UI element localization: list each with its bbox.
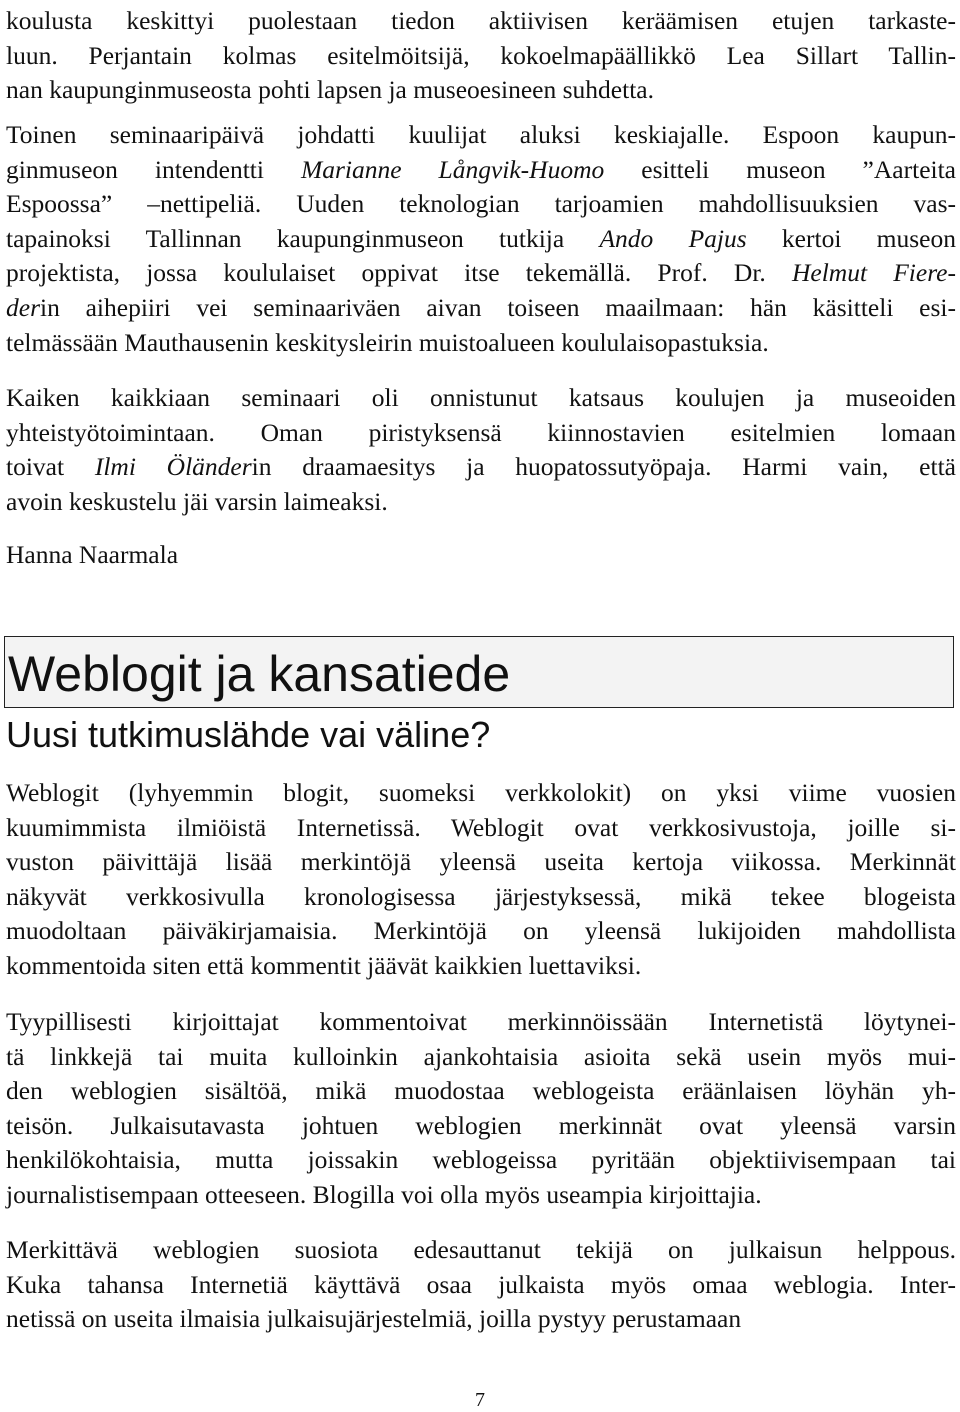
text-line: telmässään Mauthausenin keskitysleirin muistoalueen koululaisopastuksia. (6, 327, 769, 357)
text-line: netissä on useita ilmaisia julkaisujärjestelmiä, joilla pystyy perustamaan (6, 1304, 742, 1334)
text-line: avoin keskustelu jäi varsin laimeaksi. (6, 486, 388, 516)
text-line (6, 291, 956, 326)
text-line: Toinen seminaaripäivä johdatti kuulijat aluksi keskiajalle. Espoon kaupun- (6, 120, 956, 149)
person-name: Ilmi Öländer (94, 452, 252, 482)
text-line: henkilökohtaisia, mutta joissakin weblogeissa pyritään objektiivisempaan tai (6, 1145, 956, 1175)
person-name: Marianne Långvik-Huomo (300, 154, 605, 184)
text-line: Weblogit (lyhyemmin blogit, suomeksi verkkolokit) on yksi viime vuosien (6, 778, 956, 807)
article-subtitle: Uusi tutkimuslähde vai väline? (6, 714, 491, 755)
text-line: nan kaupunginmuseosta pohti lapsen ja museoesineen suhdetta. (6, 75, 654, 105)
text-segment: toivat (6, 452, 95, 482)
text-segment: in draamaesitys ja huopatossutyöpaja. Harmi vain, että (251, 452, 956, 482)
text-line (6, 222, 956, 257)
page-number: 7 (475, 1389, 485, 1411)
text-line: Kuka tahansa Internetiä käyttävä osaa julkaista myös omaa weblogia. Inter- (6, 1269, 956, 1299)
text-line (6, 450, 956, 485)
text-line: koulusta keskittyi puolestaan tiedon aktiivisen keräämisen etujen tarkaste- (6, 6, 956, 35)
text-segment: projektista, jossa koululaiset oppivat itse tekemällä. Prof. Dr. (6, 258, 792, 288)
text-line: Kaiken kaikkiaan seminaari oli onnistunut katsaus koulujen ja museoiden (6, 383, 956, 412)
text-line: Tyypillisesti kirjoittajat kommentoivat merkinnöissään Internetistä löytynei- (6, 1007, 956, 1036)
text-line: teisön. Julkaisutavasta johtuen weblogien merkinnät ovat yleensä varsin (6, 1110, 956, 1140)
text-line: luun. Perjantain kolmas esitelmöitsijä, kokoelmapäällikkö Lea Sillart Tallin- (6, 40, 956, 70)
text-segment: esitteli museon ”Aarteita (604, 154, 956, 184)
person-name: Helmut Fiere- (791, 258, 956, 288)
text-segment: in aihepiiri vei seminaariväen aivan toiseen maailmaan: hän käsitteli esi- (40, 292, 956, 322)
seminar-paragraph-2 (6, 118, 956, 360)
text-segment: ginmuseon intendentti (6, 154, 301, 184)
text-line: kuumimmista ilmiöistä Internetissä. Weblogit ovat verkkosivustoja, joille si- (6, 812, 956, 842)
article-title: Weblogit ja kansatiede (8, 646, 511, 702)
text-line: Merkittävä weblogien suosiota edesauttanut tekijä on julkaisun helppous. (6, 1235, 956, 1264)
person-name: der (6, 292, 40, 322)
text-line: yhteistyötoimintaan. Oman piristyksensä kiinnostavien esitelmien lomaan (6, 417, 956, 447)
text-line (6, 256, 956, 291)
person-name: Ando Pajus (599, 223, 747, 253)
weblog-paragraph-1 (6, 776, 956, 984)
text-line: näkyvät verkkosivulla kronologisessa järjestyksessä, mikä tekee blogeista (6, 881, 956, 911)
text-line (6, 153, 956, 188)
text-segment: tapainoksi Tallinnan kaupunginmuseon tutkija (6, 223, 600, 253)
text-segment: kertoi museon (746, 223, 956, 253)
text-line: tä linkkejä tai muita kulloinkin ajankohtaisia asioita sekä usein myös mui- (6, 1041, 956, 1071)
text-line: muodoltaan päiväkirjamaisia. Merkintöjä on yleensä lukijoiden mahdollista (6, 916, 956, 946)
weblog-paragraph-3 (6, 1233, 956, 1337)
author-signature: Hanna Naarmala (6, 540, 179, 569)
weblog-paragraph-2 (6, 1005, 956, 1213)
text-line: journalistisempaan otteeseen. Blogilla voi olla myös useampia kirjoittajia. (6, 1179, 762, 1209)
seminar-paragraph-3 (6, 381, 956, 519)
text-line: kommentoida siten että kommentit jäävät kaikkien luettaviksi. (6, 950, 642, 980)
text-line: vuston päivittäjä lisää merkintöjä yleensä useita kertoja viikossa. Merkinnät (6, 847, 956, 877)
text-line: Espoossa” –nettipeliä. Uuden teknologian tarjoamien mahdollisuuksien vas- (6, 189, 956, 219)
seminar-paragraph-1 (6, 4, 956, 108)
text-line: den weblogien sisältöä, mikä muodostaa weblogeista eräänlaisen löyhän yh- (6, 1076, 956, 1106)
